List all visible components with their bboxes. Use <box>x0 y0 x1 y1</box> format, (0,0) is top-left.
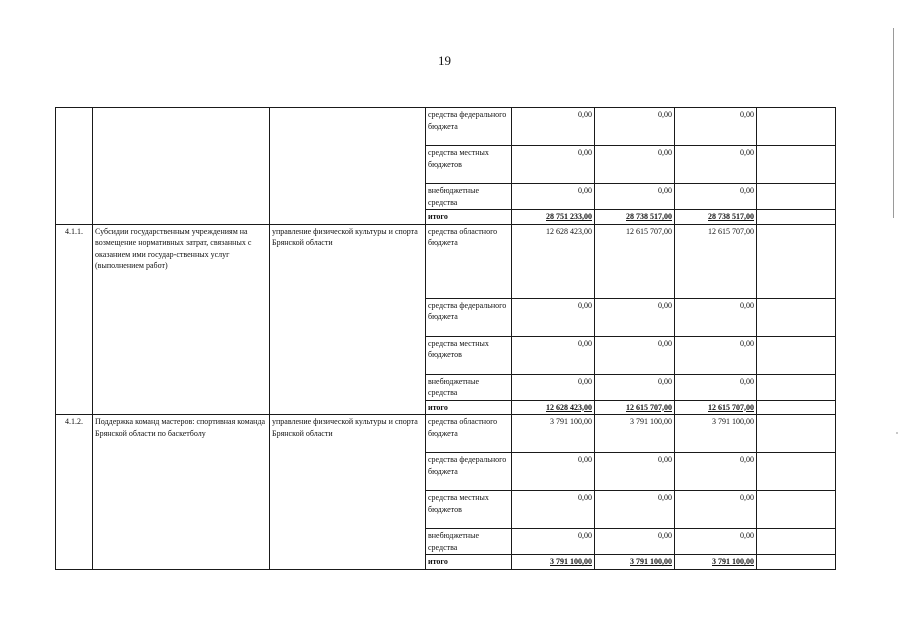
cell-value-2: 0,00 <box>595 374 675 400</box>
cell-empty <box>757 415 836 453</box>
cell-source: средства местных бюджетов <box>426 491 512 529</box>
cell-empty <box>757 453 836 491</box>
cell-source: средства областного бюджета <box>426 415 512 453</box>
cell-value-3: 0,00 <box>675 298 757 336</box>
cell-empty <box>757 555 836 570</box>
cell-source: внебюджетные средства <box>426 374 512 400</box>
item-name: Субсидии государственным учреждениям на возмещение нормативных затрат, связанных с оказанием ими государ-ственных услуг (выполнением работ) <box>93 224 270 415</box>
item-executor: управление физической культуры и спорта Брянской области <box>270 415 426 570</box>
cell-source: средства федерального бюджета <box>426 108 512 146</box>
cell-value-2: 0,00 <box>595 529 675 555</box>
cell-value-3: 0,00 <box>675 453 757 491</box>
cell-total-2: 12 615 707,00 <box>595 400 675 415</box>
cell-empty <box>757 224 836 298</box>
cell-value-2: 0,00 <box>595 491 675 529</box>
cell-value-2: 0,00 <box>595 146 675 184</box>
cell-total-3: 3 791 100,00 <box>675 555 757 570</box>
cell-empty <box>757 210 836 225</box>
cell-value-3: 12 615 707,00 <box>675 224 757 298</box>
cell-total-3: 28 738 517,00 <box>675 210 757 225</box>
cell-number <box>56 108 93 225</box>
cell-value-3: 0,00 <box>675 146 757 184</box>
cell-value-2: 3 791 100,00 <box>595 415 675 453</box>
cell-value-1: 0,00 <box>512 146 595 184</box>
cell-empty <box>757 529 836 555</box>
table-row <box>56 415 836 453</box>
table-row <box>56 108 836 146</box>
cell-empty <box>757 336 836 374</box>
cell-total-1: 3 791 100,00 <box>512 555 595 570</box>
cell-value-3: 0,00 <box>675 108 757 146</box>
cell-value-2: 0,00 <box>595 184 675 210</box>
item-number: 4.1.1. <box>56 224 93 415</box>
cell-total-1: 12 628 423,00 <box>512 400 595 415</box>
scan-speck <box>896 432 898 434</box>
cell-source: внебюджетные средства <box>426 184 512 210</box>
cell-value-3: 0,00 <box>675 336 757 374</box>
cell-value-1: 0,00 <box>512 298 595 336</box>
cell-total-label: итого <box>426 210 512 225</box>
cell-value-1: 0,00 <box>512 529 595 555</box>
cell-value-1: 0,00 <box>512 491 595 529</box>
cell-value-1: 3 791 100,00 <box>512 415 595 453</box>
cell-source: средства областного бюджета <box>426 224 512 298</box>
cell-value-1: 0,00 <box>512 336 595 374</box>
cell-executor <box>270 108 426 225</box>
cell-total-2: 3 791 100,00 <box>595 555 675 570</box>
cell-total-1: 28 751 233,00 <box>512 210 595 225</box>
cell-total-label: итого <box>426 400 512 415</box>
cell-value-1: 0,00 <box>512 108 595 146</box>
cell-value-1: 0,00 <box>512 184 595 210</box>
cell-value-1: 12 628 423,00 <box>512 224 595 298</box>
cell-source: средства федерального бюджета <box>426 298 512 336</box>
cell-empty <box>757 491 836 529</box>
table-row <box>56 224 836 298</box>
cell-empty <box>757 298 836 336</box>
cell-value-3: 0,00 <box>675 491 757 529</box>
cell-source: средства местных бюджетов <box>426 146 512 184</box>
cell-name <box>93 108 270 225</box>
cell-source: средства федерального бюджета <box>426 453 512 491</box>
item-name: Поддержка команд мастеров: спортивная команда Брянской области по баскетболу <box>93 415 270 570</box>
cell-total-3: 12 615 707,00 <box>675 400 757 415</box>
cell-empty <box>757 184 836 210</box>
item-executor: управление физической культуры и спорта Брянской области <box>270 224 426 415</box>
scan-edge-line <box>893 28 894 218</box>
cell-value-2: 0,00 <box>595 336 675 374</box>
cell-value-3: 0,00 <box>675 184 757 210</box>
budget-table <box>55 107 836 570</box>
cell-source: внебюджетные средства <box>426 529 512 555</box>
page-number: 19 <box>438 53 451 68</box>
cell-source: средства местных бюджетов <box>426 336 512 374</box>
cell-empty <box>757 108 836 146</box>
cell-value-2: 0,00 <box>595 453 675 491</box>
cell-value-2: 0,00 <box>595 298 675 336</box>
cell-empty <box>757 374 836 400</box>
cell-value-3: 3 791 100,00 <box>675 415 757 453</box>
cell-empty <box>757 146 836 184</box>
cell-value-2: 12 615 707,00 <box>595 224 675 298</box>
cell-value-1: 0,00 <box>512 374 595 400</box>
cell-total-label: итого <box>426 555 512 570</box>
cell-value-3: 0,00 <box>675 529 757 555</box>
cell-value-1: 0,00 <box>512 453 595 491</box>
cell-value-2: 0,00 <box>595 108 675 146</box>
cell-value-3: 0,00 <box>675 374 757 400</box>
cell-total-2: 28 738 517,00 <box>595 210 675 225</box>
item-number: 4.1.2. <box>56 415 93 570</box>
cell-empty <box>757 400 836 415</box>
